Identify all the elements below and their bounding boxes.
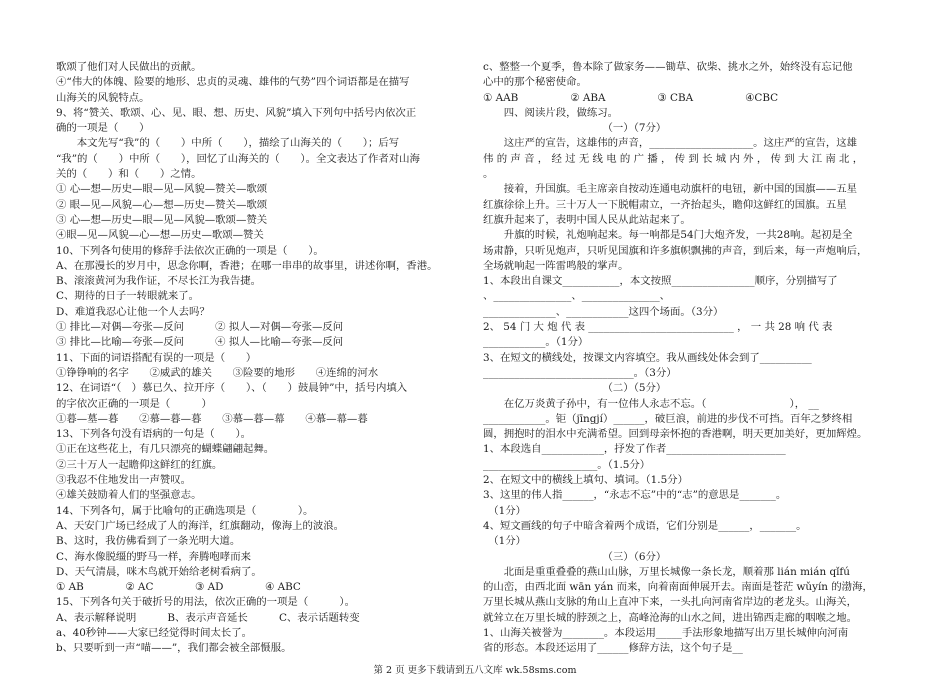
text-line: 红旗升起来了，表明中国人民从此站起来了。: [483, 213, 691, 226]
text-line: 10、下列各句使用的修辞手法依次正确的一项是（ ）。: [56, 244, 324, 257]
text-line: 1、本段选自____________，抒发了作者_______________________: [483, 443, 786, 456]
text-line: （1分）: [483, 535, 526, 548]
text-line: 1、本段出自课文___________，本文按照________________顺序，分别描写了: [483, 275, 838, 288]
text-line: 心中的那个秘密使命。: [483, 76, 587, 89]
text-line: b、只要听到一声“喵——”，我们都会被全部慑服。: [56, 642, 292, 655]
text-line: 1、山海关被誉为________。本段运用_____手法形象地描写出万里长城伸向河南: [483, 626, 849, 639]
text-line: D、难道我忍心让他一个人去吗？: [56, 305, 210, 318]
text-line: 这庄严的宣告，这雄伟的声音，____________________。这庄严的宣告，这雄: [483, 137, 858, 150]
text-line: ____________。（1分）: [483, 336, 589, 349]
text-line: 、_______________、_______________、: [483, 290, 671, 303]
text-line: 11、下面的词语搭配有误的一项是（ ）: [56, 351, 257, 364]
text-line: 北面是重重叠叠的燕山山脉，万里长城像一条长龙，顺着那 lián mián qǐfú: [483, 565, 850, 578]
text-line: 。: [483, 168, 494, 181]
text-line: D、天气清晨，咪木鸟就开始给老树看病了。: [56, 565, 262, 578]
text-line: ② 眼—见—风貌—心—想—历史—赞关—歌颂: [56, 198, 268, 211]
text-line: 山海关的风貌特点。: [56, 91, 150, 104]
text-line: 升旗的时候，礼炮响起来。每一响都是54门大炮齐发，一共28响。起初是全: [483, 229, 853, 242]
text-line: ______________、____________这四个场面。（3分）: [483, 305, 724, 318]
text-line: ②三十万人一起瞻仰这鲜红的红旗。: [56, 458, 223, 471]
text-line: ①铮铮响的名字 ②威武的雄关 ③险要的地形 ④连绵的河水: [56, 366, 379, 379]
text-line: A、在那漫长的岁月中，思念你啊，香港；在哪一串串的故事里，讲述你啊，香港。: [56, 259, 438, 272]
text-line: ①正在这些花上，有几只漂亮的蝴蝶翩翩起舞。: [56, 443, 275, 456]
text-line: 接着，升国旗。毛主席亲自按动连通电动旗杆的电钮，新中国的国旗——五星: [483, 183, 858, 196]
text-line: ______________________。（1.5分）: [483, 458, 651, 471]
text-line: 2、在短文中的横线上填句、填词。（1.5分）: [483, 474, 688, 487]
text-line: 14、下列各句，属于比喻句的正确选项是（ ）。: [56, 504, 314, 517]
text-line: 在亿万炎黄子孙中，有一位伟人永志不忘。（ ）， __: [483, 397, 819, 410]
text-line: 的山峦，由西北面 wān yán 而来，向着南面伸展开去。南面是苍茫 wǔyín 的渤海，: [483, 581, 873, 594]
text-line: ① 排比—对偶—夸张—反问 ② 拟人—对偶—夸张—反问: [56, 321, 344, 334]
text-line: A、天安门广场已经成了人的海洋，红旗翻动，像海上的波浪。: [56, 519, 345, 532]
text-line: 12、在词语“（ ）慕已久、拉开序（ ）、（ ）鼓晨钟”中，括号内填入: [56, 382, 408, 395]
text-line: 关的（ ）和（ ）之情。: [56, 168, 202, 181]
text-line: （三）（6分）: [483, 550, 667, 563]
text-line: ①暮—墓—暮 ②慕—暮—暮 ③慕—暮—幕 ④慕—幕—暮: [56, 412, 368, 425]
text-line: 的字依次正确的一项是（ ）: [56, 397, 212, 410]
text-line: ④雄关鼓励着人们的坚强意志。: [56, 489, 202, 502]
text-line: （一）（7分）: [483, 122, 667, 135]
text-line: C、海水像脱缰的野马一样，奔腾咆哮而来: [56, 550, 251, 563]
text-line: 万里长城从燕山支脉的角山上直冲下来，一头扎向河南省岸边的老龙头。山海关，: [483, 596, 858, 609]
text-line: 3、在短文的横线处，按课文内容填空。我从画线处体会到了__________: [483, 351, 812, 364]
text-line: ____________。钜（jīngjí）______，破巨浪，前进的步伐不可挡。百年之梦终相: [483, 412, 853, 425]
text-line: a、40秒钟——大家已经觉得时间太长了。: [56, 626, 253, 639]
text-line: 就耸立在万里长城的脖颈之上，高峰沧海的山水之间，进出锦西走廊的咽喉之地。: [483, 611, 858, 624]
text-line: 红旗徐徐上升。三十万人一下脱帽肃立，一齐抬起头，瞻仰这鲜红的国旗。五星: [483, 198, 847, 211]
text-line: ① AB ② AC ③ AD ④ ABC: [56, 581, 301, 594]
text-line: 场肃静，只听见炮声，只听见国旗和许多旗帜飘拂的声音，到后来，每一声炮响后，: [483, 244, 868, 257]
right-column: [483, 60, 901, 657]
text-line: 本文先写“我”的（ ）中所（ ），描绘了山海关的（ ）；后写: [56, 137, 400, 150]
text-line: c、整整一个夏季，鲁本除了做家务——锄草、砍柴、挑水之外，始终没有忘记他: [483, 61, 853, 73]
text-line: A、表示解释说明 B、表示声音延长 C、表示话题转变: [56, 611, 360, 624]
text-line: 全场就响起一阵雷鸣般的掌声。: [483, 259, 629, 272]
text-line: “我”的（ ）中所（ ），回忆了山海关的（ ）。全文表达了作者对山海: [56, 152, 420, 165]
text-line: ③ 排比—比喻—夸张—反问 ④ 拟人—比喻—夸张—反问: [56, 336, 344, 349]
text-line: 3、这里的伟人指______，“永志不忘”中的“志”的意思是_______。: [483, 489, 787, 502]
text-line: 歌颂了他们对人民做出的贡献。: [56, 61, 202, 73]
text-line: ④“伟大的体魄、险要的地形、忠贞的灵魂、雄伟的气势”四个词语都是在描写: [56, 76, 410, 89]
text-line: （1分）: [483, 504, 526, 517]
text-line: ③ 心—想—历史—眼—见—风貌—歌颂—赞关: [56, 213, 268, 226]
text-line: _____________________________。（3分）: [483, 366, 677, 379]
text-line: 确的一项是（ ）: [56, 122, 150, 135]
text-line: 13、下列各句没有语病的一句是（ ）。: [56, 428, 252, 441]
text-line: 9、将“赞关、歌颂、心、见、眼、想、历史、风貌”填入下列句中括号内依次正: [56, 106, 417, 119]
text-line: ① AAB ② ABA ③ CBA ④CBC: [483, 91, 779, 104]
text-line: 4、短文画线的句子中暗含着两个成语，它们分别是______，_______。: [483, 519, 807, 532]
text-line: 2、 54 门 大 炮 代 表 ____________________________ ， 一 共 28 响 代 表: [483, 321, 833, 334]
page-footer: 第 2 页 更多下载请到五八文库 wk.58sms.com: [373, 665, 577, 676]
text-line: B、滚滚黄河为我作证，不尽长江为我告捷。: [56, 275, 262, 288]
left-column: [56, 60, 469, 657]
text-line: 伟 的 声 音 ， 经 过 无 线 电 的 广 播 ， 传 到 长 城 内 外 ， 传 到 大 江 南 北 ，: [483, 152, 864, 165]
text-line: ④眼—见—风貌—心—想—历史—歌颂—赞关: [56, 229, 264, 242]
text-line: ③我忍不住地发出一声赞叹。: [56, 474, 192, 487]
text-line: 省的形态。本段还运用了______修辞方法，这个句子是__: [483, 642, 743, 655]
text-line: 圆，拥抱时的泪水中充满希望。回到母亲怀抱的香港啊，明天更加美好，更加辉煌。: [483, 428, 868, 441]
text-line: （二）（5分）: [483, 382, 667, 395]
text-line: 四、阅读片段，做练习。: [483, 106, 619, 119]
text-line: C、期待的日子一转眼就来了。: [56, 290, 200, 303]
text-line: ① 心—想—历史—眼—见—风貌—赞关—歌颂: [56, 183, 268, 196]
text-line: B、这时，我仿佛看到了一条光明大道。: [56, 535, 241, 548]
text-line: 15、下列各句关于破折号的用法，依次正确的一项是（ ）。: [56, 596, 355, 609]
